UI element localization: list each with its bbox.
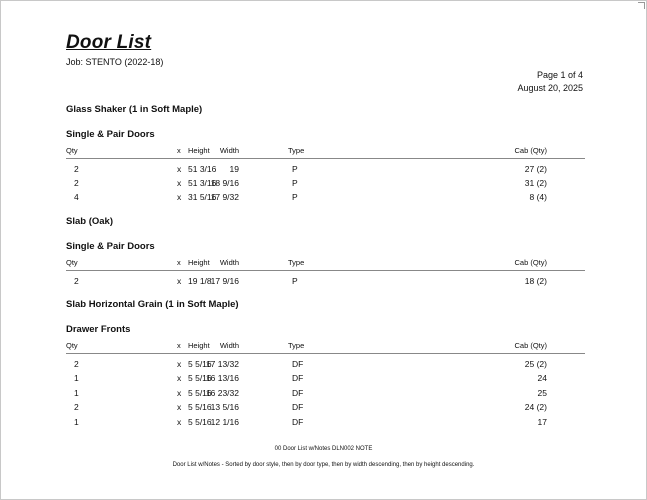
cell-height: 5 5/16: [188, 359, 212, 369]
cell-x: x: [177, 276, 182, 286]
cell-cab: 27 (2): [524, 164, 547, 174]
cell-x: x: [177, 192, 182, 202]
cell-width: 16 13/16: [205, 373, 239, 383]
job-name: Job: STENTO (2022-18): [66, 57, 164, 67]
col-width-header: Width: [219, 341, 239, 350]
cell-x: x: [177, 178, 182, 188]
footer-report-code: 00 Door List w/Notes DLN002 NOTE: [274, 446, 373, 452]
group-heading: Single & Pair Doors: [66, 241, 155, 252]
cell-type: DF: [292, 402, 304, 412]
cell-width: 17 9/32: [210, 192, 239, 202]
cell-x: x: [177, 402, 182, 412]
cell-x: x: [177, 359, 182, 369]
cell-height: 31 5/16: [188, 192, 217, 202]
col-width-header: Width: [219, 258, 239, 267]
col-cab-header: Cab (Qty): [514, 146, 547, 155]
cell-width: 13 5/16: [210, 402, 239, 412]
col-type-header: Type: [288, 258, 305, 267]
column-header-row: [66, 341, 585, 354]
column-header-row: [66, 258, 585, 271]
col-width-header: Width: [219, 146, 239, 155]
cell-qty: 2: [74, 359, 79, 369]
col-height-header: Height: [188, 341, 210, 350]
report-date: August 20, 2025: [517, 83, 583, 93]
cell-type: P: [292, 164, 298, 174]
footer-sort-note: Door List w/Notes - Sorted by door style, then by door type, then by width descending, then by height descending.: [172, 462, 475, 468]
column-header-row: [66, 146, 585, 159]
table-row: [66, 164, 585, 177]
cell-width: 17 13/32: [205, 359, 239, 369]
cell-width: 17 9/16: [210, 276, 239, 286]
cell-qty: 4: [74, 192, 79, 202]
col-type-header: Type: [288, 341, 305, 350]
cell-qty: 2: [74, 178, 79, 188]
cell-x: x: [177, 417, 182, 427]
cell-height: 51 3/16: [188, 164, 217, 174]
cell-cab: 24: [537, 373, 547, 383]
cell-cab: 31 (2): [524, 178, 547, 188]
section-style-heading: Glass Shaker (1 in Soft Maple): [66, 104, 203, 115]
col-height-header: Height: [188, 258, 210, 267]
cell-cab: 25: [537, 388, 547, 398]
cell-qty: 1: [74, 373, 79, 383]
cell-qty: 1: [74, 417, 79, 427]
cell-cab: 25 (2): [524, 359, 547, 369]
table-row: [66, 192, 585, 205]
col-qty-header: Qty: [66, 341, 78, 350]
cell-width: 12 1/16: [210, 417, 239, 427]
cell-cab: 8 (4): [529, 192, 547, 202]
cell-qty: 2: [74, 402, 79, 412]
col-cab-header: Cab (Qty): [514, 341, 547, 350]
cell-qty: 2: [74, 276, 79, 286]
col-cab-header: Cab (Qty): [514, 258, 547, 267]
cell-cab: 24 (2): [524, 402, 547, 412]
cell-width: 18 9/16: [210, 178, 239, 188]
cell-height: 5 5/16: [188, 388, 212, 398]
cell-height: 5 5/16: [188, 402, 212, 412]
scroll-indicator[interactable]: [638, 2, 645, 9]
col-type-header: Type: [288, 146, 305, 155]
cell-type: DF: [292, 417, 304, 427]
col-qty-header: Qty: [66, 258, 78, 267]
cell-type: P: [292, 276, 298, 286]
table-row: [66, 178, 585, 191]
cell-height: 5 5/16: [188, 373, 212, 383]
col-height-header: Height: [188, 146, 210, 155]
cell-type: DF: [292, 373, 304, 383]
cell-width: 19: [229, 164, 239, 174]
cell-qty: 1: [74, 388, 79, 398]
col-x-header: x: [177, 146, 181, 155]
table-row: [66, 373, 585, 386]
table-row: [66, 388, 585, 401]
cell-qty: 2: [74, 164, 79, 174]
cell-x: x: [177, 388, 182, 398]
cell-width: 16 23/32: [205, 388, 239, 398]
section-style-heading: Slab Horizontal Grain (1 in Soft Maple): [66, 299, 239, 310]
cell-type: DF: [292, 388, 304, 398]
cell-x: x: [177, 164, 182, 174]
cell-x: x: [177, 373, 182, 383]
col-qty-header: Qty: [66, 146, 78, 155]
col-x-header: x: [177, 258, 181, 267]
section-style-heading: Slab (Oak): [66, 216, 113, 227]
cell-type: P: [292, 178, 298, 188]
table-row: [66, 402, 585, 415]
table-row: [66, 417, 585, 430]
page-info: [517, 69, 583, 95]
cell-type: P: [292, 192, 298, 202]
report-title: Door List: [66, 32, 152, 53]
table-row: [66, 359, 585, 372]
cell-cab: 18 (2): [524, 276, 547, 286]
cell-type: DF: [292, 359, 304, 369]
cell-height: 5 5/16: [188, 417, 212, 427]
group-heading: Single & Pair Doors: [66, 129, 155, 140]
cell-height: 51 3/16: [188, 178, 217, 188]
table-row: [66, 276, 585, 289]
cell-cab: 17: [537, 417, 547, 427]
cell-height: 19 1/8: [188, 276, 212, 286]
group-heading: Drawer Fronts: [66, 324, 131, 335]
col-x-header: x: [177, 341, 181, 350]
page-number: Page 1 of 4: [536, 70, 583, 80]
